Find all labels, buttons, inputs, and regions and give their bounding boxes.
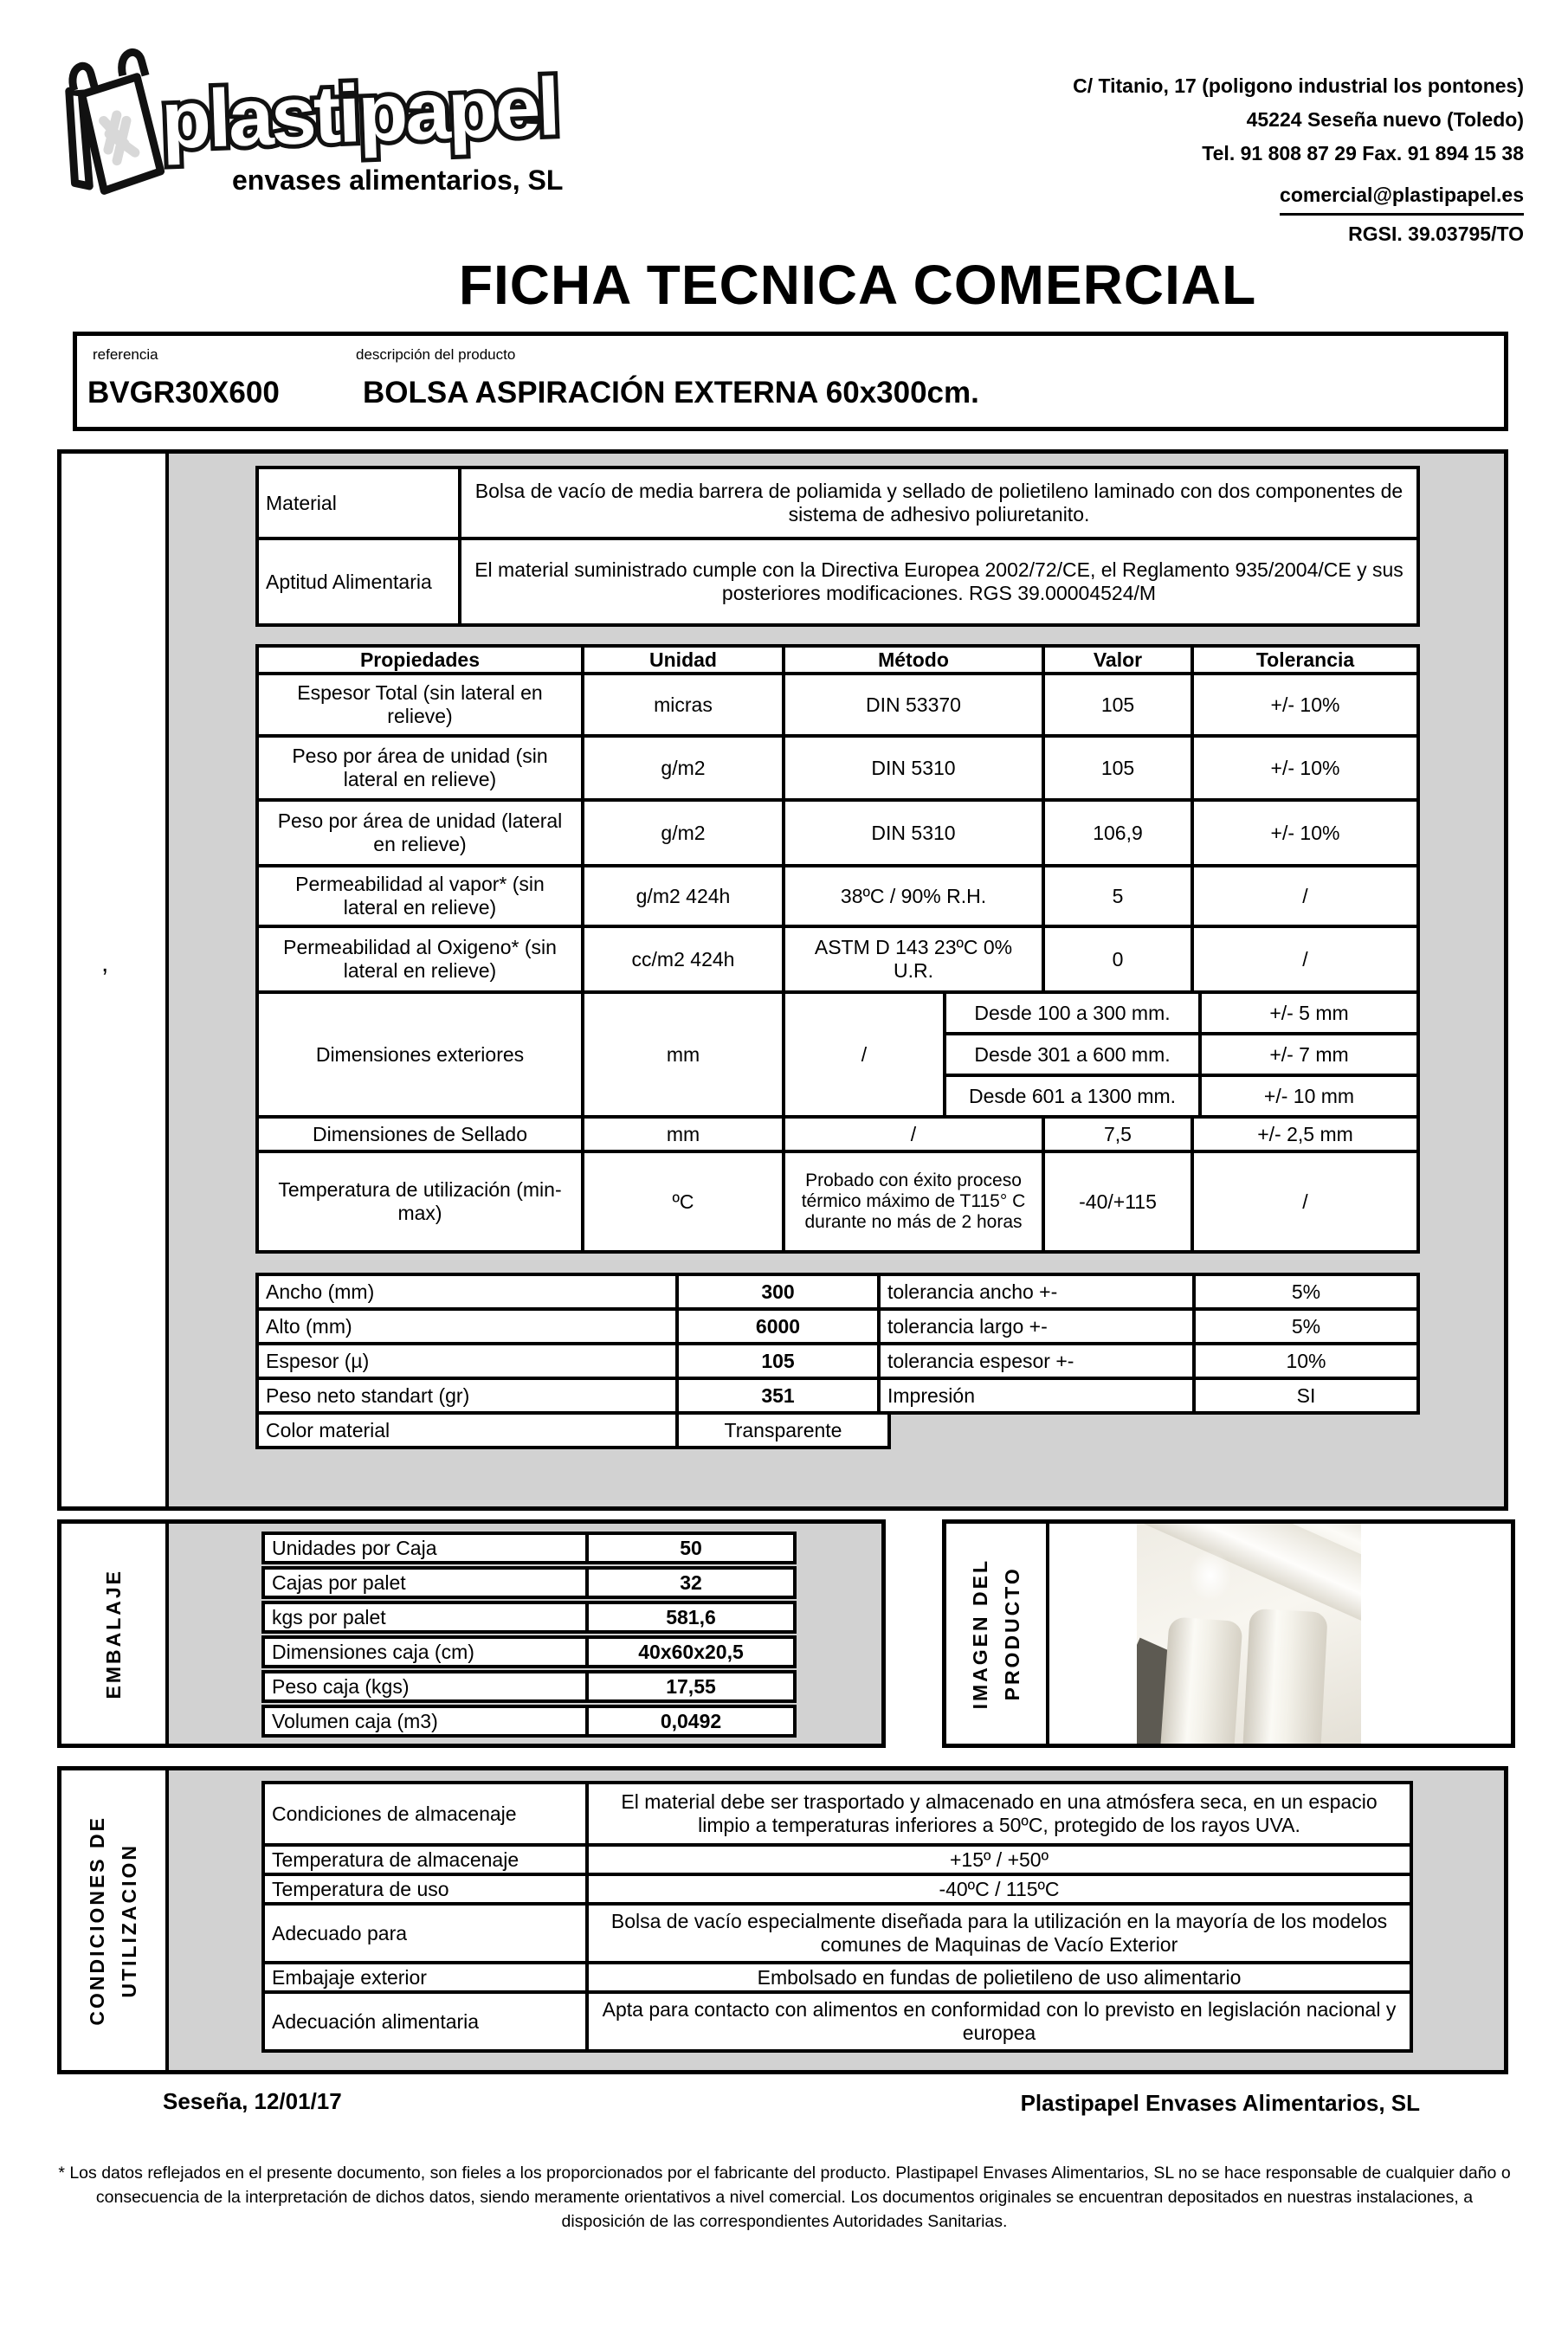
range-row: [943, 994, 1416, 1032]
properties-header-row: [255, 644, 1420, 675]
range-tolerance: +/- 5 mm: [1198, 994, 1416, 1032]
table-row: [255, 466, 1420, 540]
spec-side-column: [61, 454, 169, 1506]
property-name: Permeabilidad al Oxigeno* (sin lateral en relieve): [283, 936, 557, 982]
property-name: Dimensiones de Sellado: [312, 1122, 528, 1145]
table-row: [255, 798, 1420, 867]
table-row: [261, 1843, 1413, 1876]
range-label: Desde 301 a 600 mm.: [943, 1035, 1198, 1074]
property-tolerance: +/- 10%: [1191, 802, 1416, 864]
condition-value: El material debe ser trasportado y almacenado en una atmósfera seca, en un espacio limpio a temperaturas inferiores a 50ºC, protegido de los rayos UVA.: [585, 1784, 1410, 1843]
condiciones-content: [169, 1770, 1504, 2070]
property-method: DIN 5310: [782, 738, 1042, 798]
column-header: Valor: [1042, 648, 1191, 672]
table-row: [255, 864, 1420, 928]
tolerance-label: tolerancia ancho +-: [877, 1276, 1192, 1307]
property-method: DIN 53370: [782, 675, 1042, 734]
properties-table: [255, 644, 1420, 1254]
product-description: BOLSA ASPIRACIÓN EXTERNA 60x300cm.: [363, 376, 979, 409]
condiciones-side-column: [61, 1770, 169, 2070]
property-unit: ºC: [581, 1153, 782, 1250]
property-tolerance: +/- 10%: [1191, 738, 1416, 798]
dimension-value: 300: [675, 1276, 877, 1307]
packaging-value: 581,6: [585, 1604, 793, 1630]
photo-area: [1049, 1524, 1511, 1744]
property-method: DIN 5310: [782, 802, 1042, 864]
condiciones-label-line1: CONDICIONES DE: [86, 1815, 109, 2026]
condiciones-section-label: [81, 1815, 145, 2026]
dimension-label: Color material: [266, 1418, 390, 1441]
footer-company-name: Plastipapel Envases Alimentarios, SL: [1020, 2090, 1420, 2116]
logo: [154, 36, 626, 184]
dimension-label: Alto (mm): [266, 1314, 352, 1338]
condition-value: Bolsa de vacío especialmente diseñada para la utilización en la mayoría de los modelos comunes de Maquinas de Vacío Exterior: [585, 1906, 1410, 1961]
property-name: Peso por área de unidad (sin lateral en relieve): [292, 745, 548, 790]
table-row: [255, 1273, 1420, 1311]
reference-value: BVGR30X600: [87, 376, 280, 409]
product-image-section: [942, 1519, 1515, 1748]
rgsi-number: RGSI. 39.03795/TO: [1348, 222, 1524, 245]
imagen-label-line1: IMAGEN DEL: [968, 1557, 991, 1710]
table-row: [261, 1873, 1413, 1906]
table-row: [261, 1670, 797, 1703]
property-value: 0: [1042, 928, 1191, 990]
property-unit: cc/m2 424h: [581, 928, 782, 990]
condition-label: Embajaje exterior: [272, 1965, 427, 1989]
table-row: [261, 1781, 1413, 1847]
property-name: Permeabilidad al vapor* (sin lateral en relieve): [295, 873, 545, 919]
column-header: Unidad: [581, 648, 782, 672]
property-unit: g/m2: [581, 802, 782, 864]
tolerance-value: SI: [1192, 1380, 1416, 1411]
footer-place-date: Seseña, 12/01/17: [163, 2088, 342, 2114]
packaging-value: 50: [585, 1535, 793, 1561]
property-value: -40/+115: [1042, 1153, 1191, 1250]
table-row: [255, 1342, 1420, 1380]
table-row: [255, 1411, 891, 1449]
aptitud-text: El material suministrado cumple con la Directiva Europea 2002/72/CE, el Reglamento 935/2004/CE y sus posteriores modificaciones. RGS 39.00004524/M: [458, 540, 1416, 623]
property-name: Peso por área de unidad (lateral en relieve): [277, 809, 563, 855]
spec-section: [57, 449, 1508, 1511]
packaging-value: 0,0492: [585, 1708, 793, 1734]
property-tolerance: /: [1191, 867, 1416, 925]
condition-label: Condiciones de almacenaje: [272, 1802, 517, 1825]
dimension-ranges: [943, 994, 1416, 1115]
dimension-value: 105: [675, 1345, 877, 1377]
table-row: [255, 1115, 1420, 1153]
tolerance-value: 10%: [1192, 1345, 1416, 1377]
plastic-roll: [1240, 1609, 1327, 1744]
property-tolerance: /: [1191, 928, 1416, 990]
embalaje-side-column: [61, 1524, 169, 1744]
property-value: 105: [1042, 675, 1191, 734]
condition-value: Apta para contacto con alimentos en conformidad con lo previsto en legislación nacional y europea: [585, 1994, 1410, 2049]
packaging-value: 17,55: [585, 1673, 793, 1699]
table-row: [261, 1705, 797, 1738]
packaging-label: Dimensiones caja (cm): [272, 1640, 474, 1663]
range-row: [943, 1032, 1416, 1074]
table-row: [255, 672, 1420, 738]
property-value: 105: [1042, 738, 1191, 798]
material-table: [255, 466, 1420, 627]
column-header: Propiedades: [359, 648, 481, 671]
property-unit: g/m2: [581, 738, 782, 798]
property-tolerance: /: [1191, 1153, 1416, 1250]
property-unit: mm: [581, 1119, 782, 1150]
condition-value: Embolsado en fundas de polietileno de uso alimentario: [585, 1964, 1410, 1990]
condition-value: -40ºC / 115ºC: [585, 1876, 1410, 1902]
phone-fax-line: Tel. 91 808 87 29 Fax. 91 894 15 38: [1202, 142, 1524, 164]
packaging-label: Cajas por palet: [272, 1570, 406, 1594]
photo-glare: [1189, 1550, 1232, 1602]
table-row: [255, 1307, 1420, 1345]
range-tolerance: +/- 7 mm: [1198, 1035, 1416, 1074]
imagen-section-label: [965, 1558, 1029, 1709]
condition-value: +15º / +50º: [585, 1847, 1410, 1873]
address-line-2: 45224 Seseña nuevo (Toledo): [1246, 108, 1524, 131]
packaging-label: Unidades por Caja: [272, 1536, 437, 1559]
table-row: [261, 1961, 1413, 1994]
footer-disclaimer: * Los datos reflejados en el presente documento, son fieles a los proporcionados por el fabricante del producto. Plastipapel Envases Alimentarios, SL no se hace responsable de cualquier daño o consecuencia de la interpretación de dichos datos, siendo meramente orientativos a nivel comercial. Los documentos originales se encuentran depositados en nuestras instalaciones, a disposición de las correspondientes Autoridades Sanitarias.: [58, 2164, 1511, 2231]
table-row: [255, 1377, 1420, 1415]
table-row: [255, 925, 1420, 994]
tolerance-label: tolerancia largo +-: [877, 1311, 1192, 1342]
imagen-side-column: [946, 1524, 1049, 1744]
condition-label: Temperatura de almacenaje: [272, 1848, 519, 1871]
column-header: Método: [782, 648, 1042, 672]
property-name: Temperatura de utilización (min-max): [278, 1178, 562, 1224]
description-label: descripción del producto: [356, 346, 516, 363]
imagen-label-line2: PRODUCTO: [1000, 1566, 1023, 1701]
reference-label: referencia: [93, 346, 158, 363]
range-row: [943, 1074, 1416, 1115]
property-tolerance: +/- 2,5 mm: [1191, 1119, 1416, 1150]
material-text: Bolsa de vacío de media barrera de poliamida y sellado de polietileno laminado con dos componentes de sistema de adhesivo poliuretanito.: [458, 469, 1416, 537]
packaging-label: Volumen caja (m3): [272, 1709, 438, 1732]
property-unit: mm: [581, 994, 782, 1115]
property-method: /: [782, 1119, 1042, 1150]
column-header: Tolerancia: [1191, 648, 1416, 672]
tolerance-value: 5%: [1192, 1311, 1416, 1342]
property-unit: micras: [581, 675, 782, 734]
dimension-value: Transparente: [675, 1415, 887, 1446]
property-value: 106,9: [1042, 802, 1191, 864]
document-title: FICHA TECNICA COMERCIAL: [458, 254, 1257, 316]
packaging-label: kgs por palet: [272, 1605, 386, 1628]
property-method: Probado con éxito proceso térmico máximo de T115° C durante no más de 2 horas: [782, 1153, 1042, 1250]
condition-label: Adecuado para: [272, 1921, 408, 1944]
property-value: 7,5: [1042, 1119, 1191, 1150]
tolerance-value: 5%: [1192, 1276, 1416, 1307]
table-row: [261, 1902, 1413, 1964]
dimensions-table: [255, 1273, 1420, 1449]
reference-box: [73, 332, 1508, 431]
packaging-value: 40x60x20,5: [585, 1639, 793, 1665]
dimension-value: 351: [675, 1380, 877, 1411]
material-label: Material: [266, 491, 337, 514]
property-value: 5: [1042, 867, 1191, 925]
table-row: [261, 1532, 797, 1564]
table-row: [261, 1601, 797, 1634]
logo-subtitle: envases alimentarios, SL: [232, 164, 564, 196]
plastic-roll: [1156, 1616, 1242, 1744]
embalaje-table: [261, 1532, 797, 1738]
property-tolerance: +/- 10%: [1191, 675, 1416, 734]
condition-label: Adecuación alimentaria: [272, 2009, 480, 2033]
plastic-bag-icon: [54, 40, 171, 204]
condiciones-section: [57, 1766, 1508, 2074]
condiciones-table: [261, 1781, 1413, 2053]
range-label: Desde 100 a 300 mm.: [943, 994, 1198, 1032]
table-row: [261, 1990, 1413, 2053]
packaging-label: Peso caja (kgs): [272, 1674, 410, 1698]
embalaje-section: [57, 1519, 886, 1748]
tolerance-label: tolerancia espesor +-: [877, 1345, 1192, 1377]
contact-block: [814, 69, 1524, 251]
range-label: Desde 601 a 1300 mm.: [943, 1077, 1198, 1115]
packaging-value: 32: [585, 1570, 793, 1596]
dimension-label: Peso neto standart (gr): [266, 1383, 470, 1407]
table-row: [255, 734, 1420, 802]
property-method: ASTM D 143 23ºC 0% U.R.: [782, 928, 1042, 990]
table-row: [261, 1635, 797, 1668]
spec-content: [169, 454, 1504, 1506]
condiciones-label-line2: UTILIZACION: [118, 1842, 140, 1998]
property-name: Espesor Total (sin lateral en relieve): [297, 681, 543, 727]
property-name: Dimensiones exteriores: [315, 1042, 525, 1066]
range-tolerance: +/- 10 mm: [1198, 1077, 1416, 1115]
dimension-label: Espesor (µ): [266, 1349, 370, 1372]
property-method: 38ºC / 90% R.H.: [782, 867, 1042, 925]
tolerance-label: Impresión: [877, 1380, 1192, 1411]
property-unit: g/m2 424h: [581, 867, 782, 925]
side-mark: ,: [101, 949, 109, 977]
dimension-value: 6000: [675, 1311, 877, 1342]
condition-label: Temperatura de uso: [272, 1877, 449, 1900]
address-line-1: C/ Titanio, 17 (poligono industrial los pontones): [1073, 74, 1524, 97]
product-photo: [1137, 1524, 1361, 1744]
aptitud-label: Aptitud Alimentaria: [266, 570, 432, 593]
dimension-label: Ancho (mm): [266, 1280, 375, 1303]
logo-text: plastipapel: [159, 61, 559, 166]
table-row: [255, 1150, 1420, 1254]
embalaje-section-label: EMBALAJE: [101, 1568, 125, 1699]
exterior-dimensions-row: [255, 990, 1420, 1119]
table-row: [255, 537, 1420, 627]
email-link[interactable]: comercial@plastipapel.es: [1280, 178, 1524, 216]
embalaje-content: [169, 1524, 881, 1744]
property-method: /: [782, 994, 943, 1115]
table-row: [261, 1566, 797, 1599]
